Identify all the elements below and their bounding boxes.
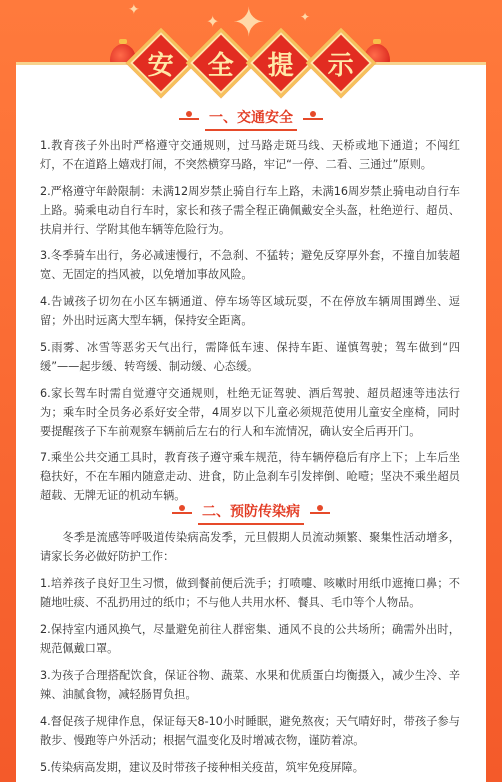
paragraph: 5.传染病高发期，建议及时带孩子接种相关疫苗，筑牢免疫屏障。 (40, 761, 364, 774)
paragraph: 6.家长驾车时需自觉遵守交通规则，杜绝无证驾驶、酒后驾驶、超员超速等违法行为；乘车时全员务必系好安全带，4周岁以下儿童必须规范使用儿童安全座椅，同时要提醒孩子下车前观察车辆前后左右的行人和车流情况，确认安全后再开门。 (40, 387, 460, 438)
paragraph: 2.保持室内通风换气，尽量避免前往人群密集、通风不良的公共场所；确需外出时，规范佩戴口罩。 (40, 623, 460, 655)
sparkle-icon: ✦ (300, 10, 311, 24)
title-tile: 提 (246, 28, 317, 99)
paragraph: 1.培养孩子良好卫生习惯，做到餐前便后洗手；打喷嚏、咳嗽时用纸巾遮掩口鼻；不随地吐痰、不乱扔用过的纸巾；不与他人共用水杯、餐具、毛巾等个人物品。 (40, 577, 460, 609)
section-heading-disease: 二、预防传染病 (0, 498, 502, 528)
paragraph: 冬季是流感等呼吸道传染病高发季，元旦假期人员流动频繁、聚集性活动增多，请家长务必做好防护工作： (40, 531, 460, 563)
paragraph: 4.督促孩子规律作息，保证每天8-10小时睡眠，避免熬夜；天气晴好时，带孩子参与散步、慢跑等户外活动；根据气温变化及时增减衣物，谨防着凉。 (40, 715, 460, 747)
sparkle-icon: ✦ (206, 12, 220, 31)
sparkle-icon: ✦ (232, 0, 266, 46)
title-tile: 安 (126, 28, 197, 99)
section-heading-traffic: 一、交通安全 (0, 104, 502, 134)
title-tile: 全 (186, 28, 257, 99)
paragraph: 1.教育孩子外出时严格遵守交通规则，过马路走斑马线、天桥或地下通道；不闯红灯，不在道路上嬉戏打闹，不突然横穿马路，牢记“一停、二看、三通过”原则。 (40, 139, 460, 171)
sparkle-icon: ✦ (128, 2, 140, 18)
paragraph: 7.乘坐公共交通工具时，教育孩子遵守乘车规范，待车辆停稳后有序上下；上车后坐稳扶好，不在车厢内随意走动、进食，防止急刹车引发摔倒、呛噎；坚决不乘坐超员超载、无牌无证的机动车辆。 (40, 451, 460, 502)
page-title (0, 32, 502, 94)
paragraph: 3.冬季骑车出行，务必减速慢行，不急刹、不猛转；避免反穿厚外套，不撞自加装超宽、无固定的挡风被，以免增加事故风险。 (40, 249, 460, 281)
paragraph: 4.告诫孩子切勿在小区车辆通道、停车场等区域玩耍，不在停放车辆周围蹲坐、逗留；外出时远离大型车辆，保持安全距离。 (40, 295, 460, 327)
title-tile: 示 (306, 28, 377, 99)
paragraph: 3.为孩子合理搭配饮食，保证谷物、蔬菜、水果和优质蛋白均衡摄入，减少生冷、辛辣、油腻食物，减轻肠胃负担。 (40, 669, 460, 701)
heading-ornament-icon (172, 512, 192, 514)
heading-ornament-icon (303, 118, 323, 120)
paragraph: 5.雨雾、冰雪等恶劣天气出行，需降低车速、保持车距、谨慎驾驶；驾车做到“四缓”——起步缓、转弯缓、制动缓、心态缓。 (40, 341, 460, 373)
heading-ornament-icon (179, 118, 199, 120)
paragraph: 2.严格遵守年龄限制：未满12周岁禁止骑自行车上路，未满16周岁禁止骑电动自行车上路。骑乘电动自行车时，家长和孩子需全程正确佩戴安全头盔，杜绝逆行、超员、扶肩并行、学附其他车辆等危险行为。 (40, 185, 460, 236)
heading-ornament-icon (310, 512, 330, 514)
